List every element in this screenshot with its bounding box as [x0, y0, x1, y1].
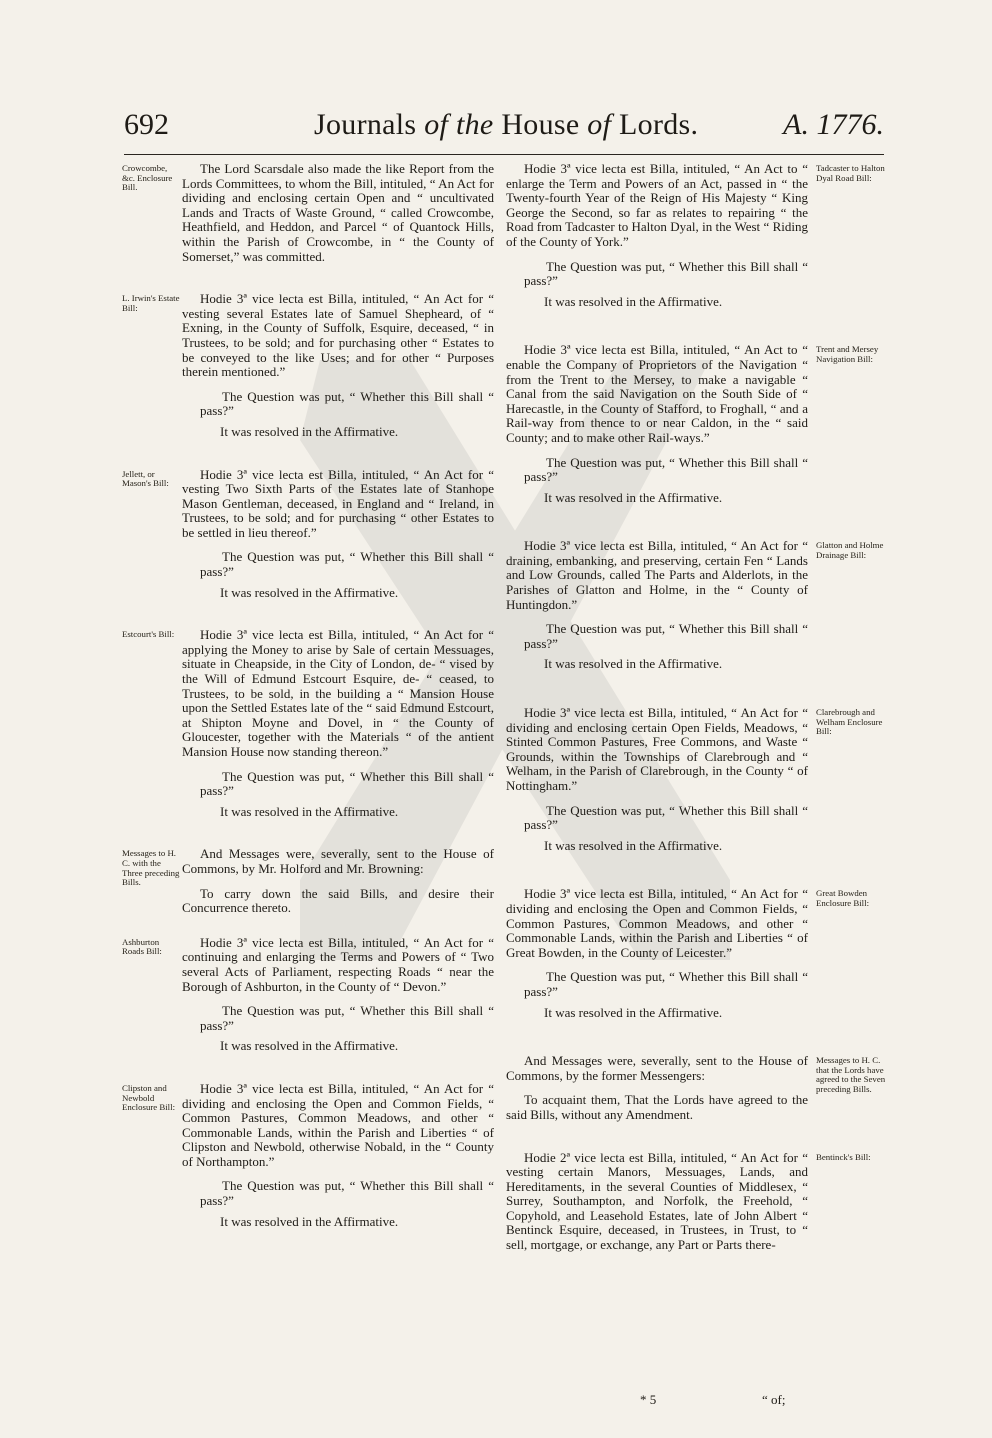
entry-messages-right [506, 1053, 886, 1122]
entry-text: Hodie 3ª vice lecta est Billa, intituled, “ An Act for “ vesting Two Sixth Parts of the Estates late of Stanhope Mason Gentleman, deceased, in England and “ Ireland, in Trustees, to be sold; and for purchasing “ other Estates to be settled in lieu thereof.” [182, 466, 494, 540]
margin-note: Messages to H. C. that the Lords have agreed to the Seven preceding Bills. [816, 1055, 886, 1094]
entry-question: The Question was put, “ Whether this Bill shall “ pass?” [524, 621, 808, 651]
entry-question: To acquaint them, That the Lords have agreed to the said Bills, without any Amendment. [506, 1092, 808, 1122]
entry-text: Hodie 3ª vice lecta est Billa, intituled, “ An Act for “ dividing and enclosing the Open and Common Fields, “ Common Pastures, Common Meadows, and other “ Commonable Lands, within the Parish and Liberties “ of Clipston and Newbold, otherwise Nobald, in the “ County of Northampton.” [182, 1080, 494, 1169]
journal-title: Journals of the House of Lords. [314, 108, 699, 141]
entry-result: It was resolved in the Affirmative. [544, 293, 723, 309]
year: A. 1776. [783, 108, 884, 141]
right-column [506, 161, 886, 1253]
entry-irwin [122, 291, 494, 439]
entry-question: To carry down the said Bills, and desire their Concurrence thereto. [182, 885, 494, 916]
entry-trent [506, 342, 879, 505]
entry-result: It was resolved in the Affirmative. [544, 1004, 723, 1020]
entry-crowcombe [122, 161, 494, 264]
entry-text: Hodie 3ª vice lecta est Billa, intituled, “ An Act for “ continuing and enlarging the Terms and Powers of “ Two several Acts of Parliament, respecting Roads “ near the Borough of Ashburton, in the County of “ Devon.” [182, 934, 494, 994]
entry-text: Hodie 3ª vice lecta est Billa, intituled, “ An Act to “ enlarge the Term and Powers of an Act, passed in “ the Twenty-fourth Year of the Reign of His Majesty “ King George the Second, so far as relates to repairing “ the Road from Tadcaster to Halton Dyal, in the West “ Riding of the County of York.” [506, 161, 808, 249]
entry-clipston [122, 1080, 494, 1229]
margin-note: Tadcaster to Halton Dyal Road Bill: [816, 163, 885, 183]
entry-estcourt [122, 627, 494, 819]
margin-note: Estcourt's Bill: [122, 629, 175, 640]
entry-text: Hodie 3ª vice lecta est Billa, intituled, “ An Act for “ applying the Money to arise by Sale of certain Messuages, situate in Cheapside, in the City of London, de- “ vised by the Will of Edmund Estcourt Esquire, de- “ ceased, to Trustees, to be sold, in the building a “ Mansion House upon the Settled Estates late of the “ said Edmund Estcourt, at Shipton Moyne and Dovel, in “ the County of Gloucester, together with the Materials “ of the antient Mansion House now standing thereon.” [182, 627, 494, 759]
entry-text: And Messages were, severally, sent to the House of Commons, by Mr. Holford and Mr. Browning: [182, 846, 494, 876]
margin-note: L. Irwin's Estate Bill: [122, 293, 180, 313]
entry-result: It was resolved in the Affirmative. [220, 423, 399, 439]
entry-question: The Question was put, “ Whether this Bill shall “ pass?” [200, 388, 494, 419]
margin-note: Great Bowden Enclosure Bill: [816, 888, 870, 908]
left-column [122, 161, 494, 1229]
entry-question: The Question was put, “ Whether this Bill shall “ pass?” [200, 549, 494, 580]
entry-clarebrough [506, 705, 883, 853]
entry-text: Hodie 3ª vice lecta est Billa, intituled, “ An Act for “ dividing and enclosing certain Open Fields, Meadows, “ Stinted Common Pastures, Free Commons, and Waste “ Grounds, within the Townships of Clarebrough and “ Welham, in the Parish of Clarebrough, in the County “ of Nottingham.” [506, 705, 808, 793]
entry-text: Hodie 3ª vice lecta est Billa, intituled, “ An Act to “ enable the Company of Proprietors of the Navigation “ from the Trent to the Mersey, to make a navigable “ Canal from the said Navigation on the South Side of “ Harecastle, in the County of Stafford, to Froghall, “ and a Rail-way from thence to or near Caldon, in the “ said County; and to make other Rail-ways.” [506, 342, 808, 445]
margin-note: Trent and Mersey Navigation Bill: [816, 344, 879, 364]
entry-question: The Question was put, “ Whether this Bill shall “ pass?” [524, 802, 808, 833]
entry-result: It was resolved in the Affirmative. [544, 489, 723, 505]
entry-text: Hodie 3ª vice lecta est Billa, intituled, “ An Act for “ vesting several Estates late of Samuel Shepheard, of “ Exning, in the County of Suffolk, Esquire, deceased, “ in Trustees, to be sold; and for purchasing other “ Estates to be conveyed to the like Uses; and for other “ Purposes therein mentioned.” [182, 291, 494, 380]
margin-note: Clipston and Newbold Enclosure Bill: [122, 1082, 176, 1113]
entry-ashburton [122, 934, 494, 1054]
margin-note: Messages to H. C. with the Three preceding Bills. [122, 848, 180, 888]
entry-question: The Question was put, “ Whether this Bill shall “ pass?” [200, 1003, 494, 1033]
margin-note: Clarebrough and Welham Enclosure Bill: [816, 707, 883, 737]
entry-glatton [506, 538, 884, 672]
entry-text: The Lord Scarsdale also made the like Report from the Lords Committees, to whom the Bill, intituled, “ An Act for dividing and enclosing certain Open and “ uncultivated Lands and Tracts of Waste Ground, “ called Crowcombe, Heathfield, and Heddon, and Parcel “ of Quantock Hills, within the Parish of Crowcombe, in “ the County of Somerset,” was committed. [182, 161, 494, 264]
entry-question: The Question was put, “ Whether this Bill shall “ pass?” [524, 258, 808, 289]
entry-result: It was resolved in the Affirmative. [544, 837, 723, 853]
entry-result: It was resolved in the Affirmative. [220, 1038, 399, 1054]
entry-jellett [122, 466, 494, 601]
margin-note: Jellett, or Mason's Bill: [122, 468, 169, 489]
entry-text: Hodie 3ª vice lecta est Billa, intituled, “ An Act for “ draining, embanking, and preserving, certain Fen “ Lands and Low Grounds, called The Parts and Alderlots, in the Parishes of Glatton and Holme, in the “ County of Huntingdon.” [506, 538, 808, 612]
entry-question: The Question was put, “ Whether this Bill shall “ pass?” [524, 454, 808, 485]
entry-result: It was resolved in the Affirmative. [220, 1213, 399, 1229]
margin-note: Crowcombe, &c. Enclosure Bill. [122, 163, 173, 193]
catchword: “ of; [762, 1392, 786, 1407]
entry-result: It was resolved in the Affirmative. [544, 656, 723, 672]
entry-result: It was resolved in the Affirmative. [220, 803, 399, 819]
entry-great-bowden [506, 886, 870, 1020]
entry-question: The Question was put, “ Whether this Bill shall “ pass?” [524, 969, 808, 999]
page-header [124, 108, 884, 155]
entry-text: And Messages were, severally, sent to the House of Commons, by the former Messengers: [506, 1053, 808, 1083]
entry-tadcaster [506, 161, 885, 309]
entry-result: It was resolved in the Affirmative. [220, 584, 399, 600]
margin-note: Bentinck's Bill: [816, 1151, 871, 1162]
entry-bentinck [506, 1149, 871, 1253]
page-number: 692 [124, 108, 169, 141]
signature-mark: * 5 [640, 1392, 657, 1407]
margin-note: Glatton and Holme Drainage Bill: [816, 540, 884, 560]
margin-note: Ashburton Roads Bill: [122, 936, 162, 957]
entry-messages-left [122, 846, 494, 916]
entry-question: The Question was put, “ Whether this Bill shall “ pass?” [200, 1178, 494, 1209]
entry-question: The Question was put, “ Whether this Bill shall “ pass?” [200, 768, 494, 799]
entry-text: Hodie 2ª vice lecta est Billa, intituled, “ An Act for “ vesting certain Manors, Messuages, Lands, and Hereditaments, in the several Counties of Middlesex, “ Surrey, Southampton, and Norfolk, the Freehold, “ Copyhold, and Leasehold Estates, late of John Albert “ Bentinck Esquire, deceased, in Trustees, in Trust, to “ sell, mortgage, or exchange, any Part or Parts there- [506, 1149, 808, 1253]
entry-text: Hodie 3ª vice lecta est Billa, intituled, “ An Act for “ dividing and enclosing the Open and Common Fields, “ Common Pastures, Common Meadows, and other “ Commonable Lands, within the Parish and Liberties “ of Great Bowden, in the County of Leicester.” [506, 886, 808, 960]
